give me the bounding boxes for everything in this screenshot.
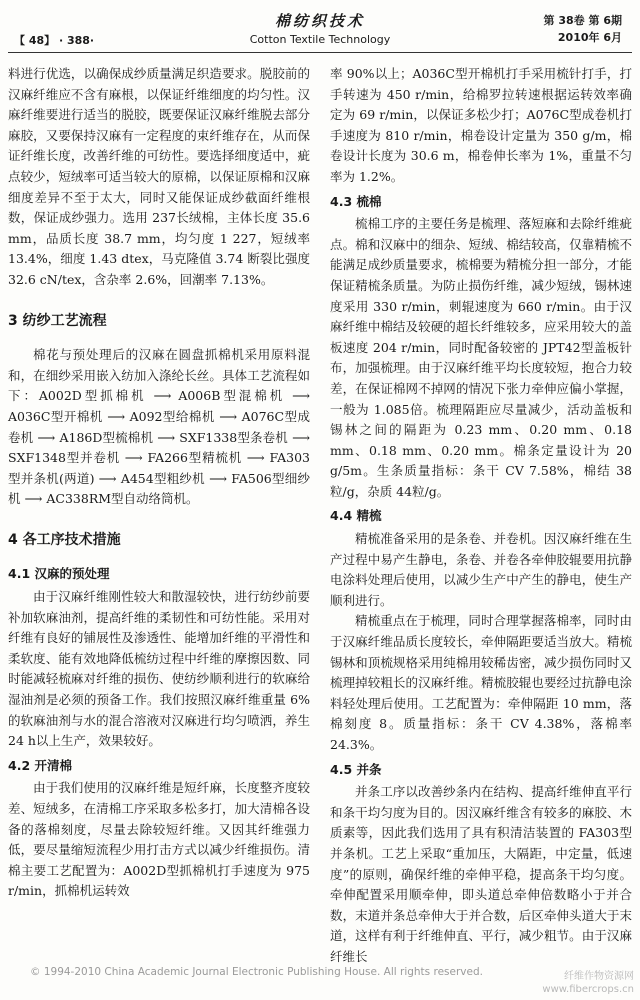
section-4-heading: 4 各工序技术措施 bbox=[8, 531, 121, 548]
page-number: 【 48】 · 388· bbox=[14, 34, 95, 47]
journal-title-en: Cotton Textile Technology bbox=[249, 33, 391, 46]
section-4-5-heading: 4.5 并条 bbox=[330, 761, 382, 777]
right-column bbox=[330, 64, 632, 968]
continued-paragraph: 率 90%以上；A036C型开棉机打手采用梳针打手，打手转速为 450 r/min，给棉罗拉转速根据运转效率确定为 69 r/min，以保证多松少打；A076C型成卷机打手速度为 810 r/min，棉卷设计定量为 350 g/m，棉卷设计长度为 30.6 m，棉卷伸长率为 1%，重量不匀率为 1.2%。 bbox=[330, 66, 632, 184]
section-3-paragraph: 棉花与预处理后的汉麻在圆盘抓棉机采用原料混和，在细纱采用嵌入纺加入涤纶长丝。具体工艺流程如下：A002D型抓棉机 ⟶ A006B型混棉机 ⟶ A036C型开棉机 ⟶ A092型给棉机 ⟶ A076C型成卷机 ⟶ A186D型梳棉机 ⟶ SXF1338型条卷机 ⟶ SXF1348型并卷机 ⟶ FA266型精梳机 ⟶ FA303型并条机(两道) ⟶ A454型粗纱机 ⟶ FA506型细纱机 ⟶ AC338RM型自动络筒机。 bbox=[8, 347, 310, 507]
section-4-1-paragraph: 由于汉麻纤维刚性较大和散湿较快，进行纺纱前要补加软麻油剂，提高纤维的柔韧性和可纺性能。采用对纤维有良好的铺展性及渗透性、能增加纤维的平滑性和柔软度、能有效地降低梳纺过程中纤维的摩擦因数、同时能减轻梳麻对纤维的损伤、使纺纱顺利进行的软麻给湿油剂是必须的预备工作。我们按照汉麻纤维重量 6%的软麻油剂与水的混合溶液对汉麻进行均匀喷洒，养生 24 h以上生产，效果较好。 bbox=[8, 589, 310, 749]
section-4-4-paragraph-1: 精梳准备采用的是条卷、并卷机。因汉麻纤维在生产过程中易产生静电，条卷、并卷各牵伸胶辊要用抗静电涂料处理后使用，以减少生产中产生的静电，使生产顺利进行。 bbox=[330, 531, 632, 608]
section-4-3-heading: 4.3 梳棉 bbox=[330, 193, 382, 209]
section-4-3-paragraph: 梳棉工序的主要任务是梳理、落短麻和去除纤维疵点。棉和汉麻中的细杂、短绒、棉结较高，仅靠精梳不能满足成纱质量要求，梳棉要为精梳分担一部分，才能保证精梳条质量。为防止损伤纤维，减少短绒，锡林速度采用 330 r/min，刺辊速度为 660 r/min。由于汉麻纤维中棉结及较硬的超长纤维较多，应采用较大的盖板速度 204 r/min，同时配备较密的 JPT42型盖板针布，加强梳理。由于汉麻纤维平均长度较短，抱合力较差，在保证棉网不掉网的情况下张力牵伸应偏小掌握，一般为 1.085倍。梳理隔距应尽量减少，活动盖板和锡林之间的隔距为 0.23 mm、0.20 mm、0.18 mm、0.18 mm、0.20 mm。棉条定量设计为 20 g/5m。生条质量指标：条干 CV 7.58%，棉结 38粒/g，杂质 44粒/g。 bbox=[330, 216, 632, 499]
section-4-4-heading: 4.4 精梳 bbox=[330, 508, 382, 524]
section-4-1-heading: 4.1 汉麻的预处理 bbox=[8, 566, 110, 582]
watermark-url: www.fibercrops.cn bbox=[542, 984, 634, 995]
left-column bbox=[8, 64, 310, 902]
section-4-2-heading: 4.2 开清棉 bbox=[8, 757, 72, 773]
section-3-heading: 3 纺纱工艺流程 bbox=[8, 312, 107, 329]
section-4-4-paragraph-2: 精梳重点在于梳理，同时合理掌握落棉率，同时由于汉麻纤维品质长度较长，牵伸隔距要适当放大。精梳锡林和顶梳规格采用纯棉用较稀齿密，减少损伤同时又梳理掉较粗长的汉麻纤维。精梳胶辊也要经过抗静电涂料轻处理后使用。工艺配置为：牵伸隔距 10 mm，落棉刻度 8。质量指标：条干 CV 4.38%，落棉率 24.3%。 bbox=[330, 613, 632, 752]
volume-issue: 第 38卷 第 6期 bbox=[543, 14, 622, 27]
page-header bbox=[8, 6, 632, 53]
section-4-5-paragraph: 并条工序以改善纱条内在结构、提高纤维伸直平行和条干均匀度为目的。因汉麻纤维含有较多的麻胶、木质素等，因此我们选用了具有积清洁装置的 FA303型并条机。工艺上采取“重加压，大隔距，中定量，低速度”的原则，确保纤维的牵伸平稳，提高条干均匀度。牵伸配置采用顺牵伸，即头道总牵伸倍数略小于并合数，末道并条总牵伸大于并合数，后区牵伸头道大于末道，这样有利于纤维伸直、平行，减少粗节。由于汉麻纤维长 bbox=[330, 784, 632, 964]
copyright-footer: © 1994-2010 China Academic Journal Electronic Publishing House. All rights reserved. bbox=[30, 966, 483, 978]
site-watermark bbox=[542, 970, 634, 996]
volume-info bbox=[544, 12, 622, 46]
section-4-2-paragraph: 由于我们使用的汉麻纤维是短纤麻，长度整齐度较差、短绒多，在清棉工序采取多松多打，加大清棉各设备的落棉刻度，尽量去除较短纤维。又因其纤维强力低，要尽量缩短流程少用打击方式以减少纤维损伤。清棉主要工艺配置为：A002D型抓棉机打手速度为 975 r/min，抓棉机运转效 bbox=[8, 780, 310, 899]
journal-title-cn: 棉纺织技术 bbox=[274, 12, 365, 30]
watermark-cn: 纤维作物资源网 bbox=[564, 971, 634, 982]
issue-date: 2010年 6月 bbox=[557, 31, 622, 44]
intro-paragraph: 料进行优选，以确保成纱质量满足织造要求。脱胶前的汉麻纤维应不含有麻根，以保证纤维细度的均匀性。汉麻纤维要进行适当的脱胶，既要保证汉麻纤维脱去部分麻胶，又要保持汉麻有一定程度的束纤维存在，从而保证纤维长度，改善纤维的可纺性。要选择细度适中，疵点较少，短绒率可适当较大的原棉，以保证原棉和汉麻细度差异不至于太大，同时又能保证成纱截面纤维根数，保证成纱强力。选用 237长绒棉，主体长度 35.6 mm，品质长度 38.7 mm，均匀度 1 227，短绒率 13.4%，细度 1.43 dtex，马克隆值 3.74 断裂比强度 32.6 cN/tex，含杂率 2.6%，回潮率 7.13%。 bbox=[8, 66, 310, 287]
journal-title bbox=[8, 10, 632, 46]
